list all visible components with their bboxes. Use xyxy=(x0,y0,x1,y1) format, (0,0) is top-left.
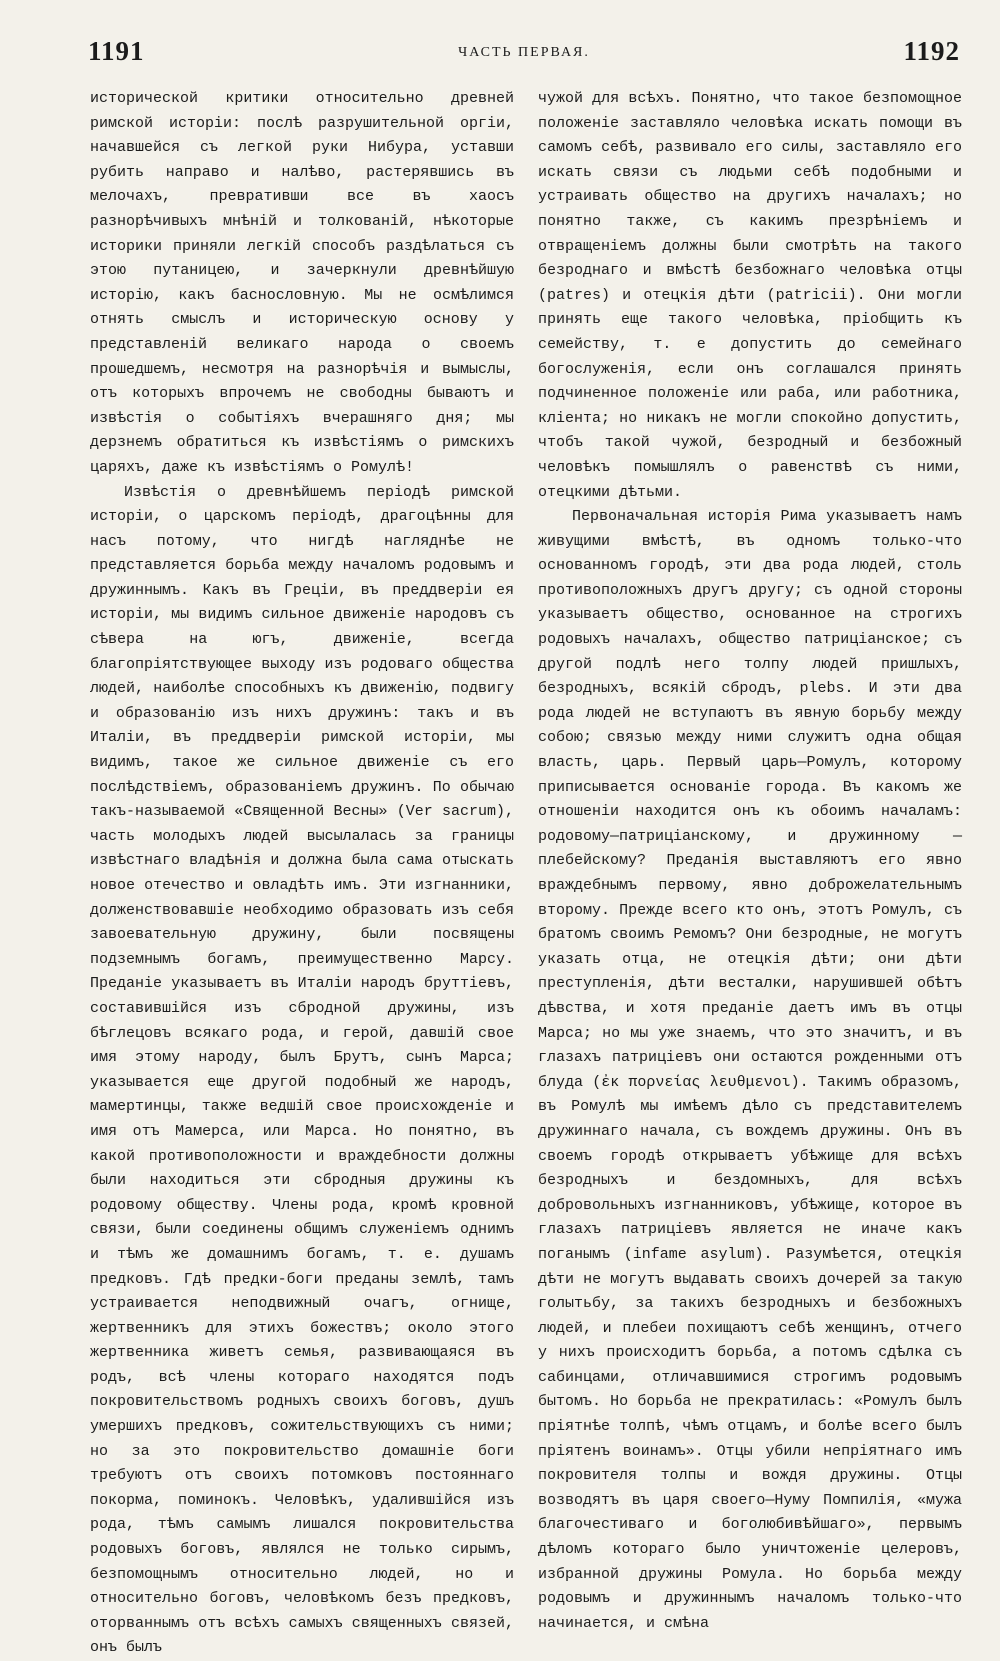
page-number-right: 1192 xyxy=(903,36,960,67)
paragraph: Извѣстія о древнѣйшемъ періодѣ римской исторіи, о царскомъ періодѣ, драгоцѣнны для насъ потому, что нигдѣ нагляднѣе не представляется борьба между началомъ родовымъ и дружиннымъ. Какъ въ Греціи, въ преддверіи ея исторіи, мы видимъ сильное движеніе народовъ съ сѣвера на югъ, движеніе, всегда благопріятствующее выходу изъ родоваго общества людей, наиболѣе способныхъ къ движенію, подвигу и образованію изъ нихъ дружинъ: такъ и въ Италіи, въ преддверіи римской исторіи, мы видимъ, такое же сильное движеніе съ его послѣдствіемъ, образованіемъ дружинъ. По обычаю такъ-называемой «Священной Весны» (Ver sacrum), часть молодыхъ людей высылалась за границы извѣстнаго владѣнія и должна была сама отыскать новое отечество и овладѣть имъ. Эти изгнанники, долженствовавшіе необходимо образовать изъ себя завоевательную дружину, были посвящены подземнымъ богамъ, преимущественно Марсу. Преданіе указываетъ въ Италіи народъ бруттіевъ, составившійся изъ сбродной дружины, изъ бѣглецовъ всякаго рода, и герой, давшій свое имя этому народу, былъ Брутъ, сынъ Марса; указывается еще другой подобный же народъ, мамертинцы, также ведшій свое происхожденіе и имя отъ Мамерса, или Марса. Но понятно, въ какой противоположности и враждебности должны были находиться эти сбродныя дружины къ родовому обществу. Члены рода, кромѣ кровной связи, были соединены общимъ служеніемъ однимъ и тѣмъ же домашнимъ богамъ, т. е. душамъ предковъ. Гдѣ предки-боги преданы землѣ, тамъ устраивается неподвижный очагъ, огнище, жертвенникъ для этихъ божествъ; около этого жертвенника живетъ семья, развивающаяся въ родъ, всѣ члены котораго находятся подъ покровительствомъ родныхъ своихъ боговъ, душъ умершихъ предковъ, сожительствующихъ съ ними; но за это покровительство домашніе боги требуютъ отъ своихъ потомковъ постояннаго покорма, поминокъ. Человѣкъ, удалившійся изъ рода, тѣмъ самымъ лишался покровительства родовыхъ боговъ, являлся не только сирымъ, безпомощнымъ относительно людей, но и относительно боговъ, человѣкомъ безъ предковъ, оторваннымъ отъ всѣхъ самыхъ священныхъ связей, онъ былъ xyxy=(90,481,514,1661)
paragraph: Первоначальная исторія Рима указываетъ намъ живущими вмѣстѣ, въ одномъ только-что основанномъ городѣ, эти два рода людей, столь противоположныхъ другъ другу; съ одной стороны указываетъ общество, основанное на строгихъ родовыхъ началахъ, общество патриціанское; съ другой подлѣ него толпу людей пришлыхъ, безродныхъ, всякій сбродъ, plebs. И эти два рода людей не вступаютъ въ явную борьбу между собою; связью между ними служитъ одна общая власть, царь. Первый царь—Ромулъ, которому приписывается основаніе города. Въ какомъ же отношеніи находится онъ къ обоимъ началамъ: родовому—патриціанскому, и дружинному — плебейскому? Преданія выставляютъ его явно враждебнымъ первому, явно доброжелательнымъ второму. Прежде всего кто онъ, этотъ Ромулъ, съ братомъ своимъ Ремомъ? Они безродные, не могутъ указать отца, не отецкія дѣти; они дѣти преступленія, дѣти весталки, нарушившей обѣтъ дѣвства, и хотя преданіе даетъ имъ въ отцы Марса; но мы уже знаемъ, что это значитъ, и въ глазахъ патриціевъ они остаются рожденными отъ блуда (ἐκ πορνείας λευθμενοι). Такимъ образомъ, въ Ромулѣ мы имѣемъ дѣло съ представителемъ дружиннаго начала, съ вождемъ дружины. Онъ въ своемъ городѣ открываетъ убѣжище для всѣхъ безродныхъ и бездомныхъ, для всѣхъ добровольныхъ изгнанниковъ, убѣжище, которое въ глазахъ патриціевъ является не иначе какъ поганымъ (infame asylum). Разумѣется, отецкія дѣти не могутъ выдавать своихъ дочерей за такую голытьбу, за такихъ безродныхъ и безбожныхъ людей, и плебеи похищаютъ себѣ женщинъ, отчего у нихъ происходитъ борьба, а потомъ сдѣлка съ сабинцами, отличавшимися строгимъ родовымъ бытомъ. Но борьба не прекратилась: «Ромулъ былъ пріятнѣе толпѣ, чѣмъ отцамъ, и болѣе всего былъ пріятенъ воинамъ». Отцы убили непріятнаго имъ покровителя толпы и вождя дружины. Отцы возводятъ въ царя своего—Нуму Помпилія, «мужа благочестиваго и боголюбивѣйшаго», первымъ дѣломъ котораго было уничтоженіе целеровъ, избранной дружины Ромула. Но борьба между родовымъ и дружиннымъ началомъ только-что начинается, и смѣна xyxy=(538,505,962,1636)
running-title: ЧАСТЬ ПЕРВАЯ. xyxy=(88,45,960,61)
page-header xyxy=(88,36,960,76)
paragraph: исторической критики относительно древней римской исторіи: послѣ разрушительной оргіи, начавшейся съ легкой руки Нибура, уставши рубить направо и налѣво, растерявшись въ мелочахъ, превративши все въ хаосъ разнорѣчивыхъ мнѣній и толкованій, нѣкоторые историки приняли легкій способъ раздѣлаться съ этою путаницею, и зачеркнули древнѣйшую исторію, какъ баснословную. Мы не осмѣлимся отнять смыслъ и историческую основу у представленій великаго народа о своемъ прошедшемъ, несмотря на разнорѣчія и вымыслы, отъ которыхъ впрочемъ не свободны бываютъ и извѣстія о событіяхъ вчерашняго дня; мы дерзнемъ обратиться къ извѣстіямъ о римскихъ царяхъ, даже къ извѣстіямъ о Ромулѣ! xyxy=(90,87,514,481)
paragraph: чужой для всѣхъ. Понятно, что такое безпомощное положеніе заставляло человѣка искать помощи въ самомъ себѣ, развивало его силы, заставляло его искать связи съ людьми себѣ подобными и устраивать общество на другихъ началахъ; но понятно также, съ какимъ презрѣніемъ и отвращеніемъ должны были смотрѣть на такого безроднаго и вмѣстѣ безбожнаго человѣка отцы (patres) и отецкія дѣти (patricii). Они могли принять еще такого человѣка, пріобщить къ семейству, т. е допустить до семейнаго богослуженія, если онъ соглашался принять подчиненное положеніе или раба, или работника, кліента; но никакъ не могли спокойно допустить, чтобъ такой чужой, безродный и безбожный человѣкъ помышлялъ о равенствѣ съ ними, отецкими дѣтьми. xyxy=(538,87,962,505)
text-column-right xyxy=(538,87,962,1467)
page-number-left: 1191 xyxy=(88,36,145,67)
text-column-left xyxy=(90,87,514,1467)
